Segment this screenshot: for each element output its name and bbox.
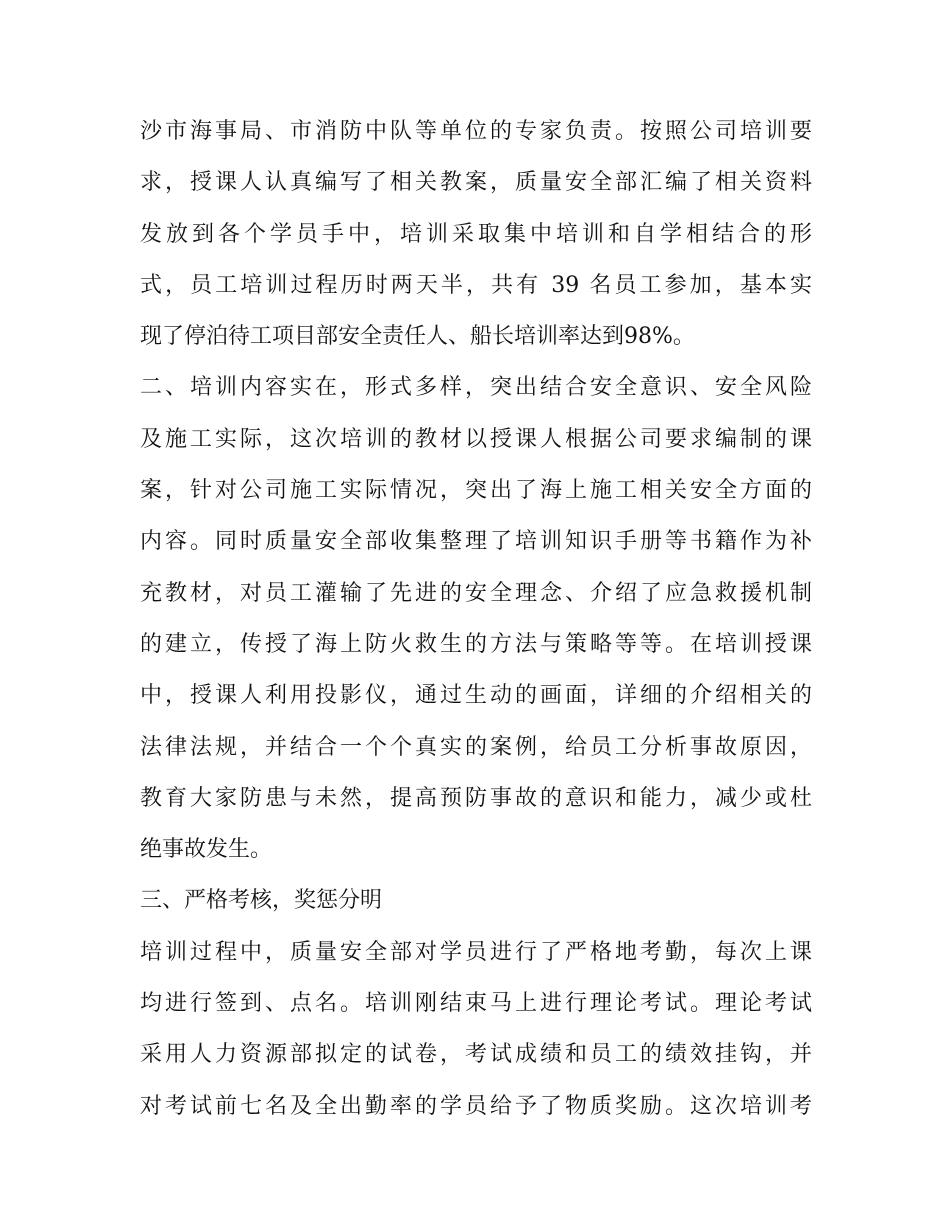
- paragraph-line: 中，授课人利用投影仪，通过生动的画面，详细的介绍相关的: [140, 683, 812, 709]
- paragraph-line: 教育大家防患与未然，提高预防事故的意识和能力，减少或杜: [140, 785, 812, 811]
- paragraph-line: 充教材，对员工灌输了先进的安全理念、介绍了应急救援机制: [140, 580, 812, 606]
- paragraph-line: 采用人力资源部拟定的试卷，考试成绩和员工的绩效挂钩，并: [140, 1042, 812, 1068]
- document-body: [140, 106, 812, 1132]
- paragraph-line: 发放到各个学员手中，培训采取集中培训和自学相结合的形: [140, 221, 812, 247]
- paragraph-line: 法律法规，并结合一个个真实的案例，给员工分析事故原因，: [140, 734, 812, 760]
- paragraph-line: 均进行签到、点名。培训刚结束马上进行理论考试。理论考试: [140, 991, 812, 1017]
- paragraph-line: 培训过程中，质量安全部对学员进行了严格地考勤，每次上课: [140, 939, 812, 965]
- paragraph-line: 内容。同时质量安全部收集整理了培训知识手册等书籍作为补: [140, 529, 812, 555]
- paragraph-line: 案，针对公司施工实际情况，突出了海上施工相关安全方面的: [140, 478, 812, 504]
- section-heading-line: 二、培训内容实在，形式多样，突出结合安全意识、安全风险: [140, 375, 812, 401]
- paragraph-line: 及施工实际，这次培训的教材以授课人根据公司要求编制的课: [140, 426, 812, 452]
- paragraph-line: 式，员工培训过程历时两天半，共有 39 名员工参加，基本实: [140, 272, 812, 298]
- paragraph-line: 绝事故发生。: [140, 837, 273, 863]
- paragraph-line: 现了停泊待工项目部安全责任人、船长培训率达到98%。: [140, 324, 695, 350]
- section-heading-line: 三、严格考核，奖惩分明: [140, 888, 383, 914]
- paragraph-line: 求，授课人认真编写了相关教案，质量安全部汇编了相关资料: [140, 170, 812, 196]
- paragraph-line: 的建立，传授了海上防火救生的方法与策略等等。在培训授课: [140, 631, 812, 657]
- paragraph-line: 对考试前七名及全出勤率的学员给予了物质奖励。这次培训考: [140, 1093, 812, 1119]
- paragraph-line: 沙市海事局、市消防中队等单位的专家负责。按照公司培训要: [140, 119, 812, 144]
